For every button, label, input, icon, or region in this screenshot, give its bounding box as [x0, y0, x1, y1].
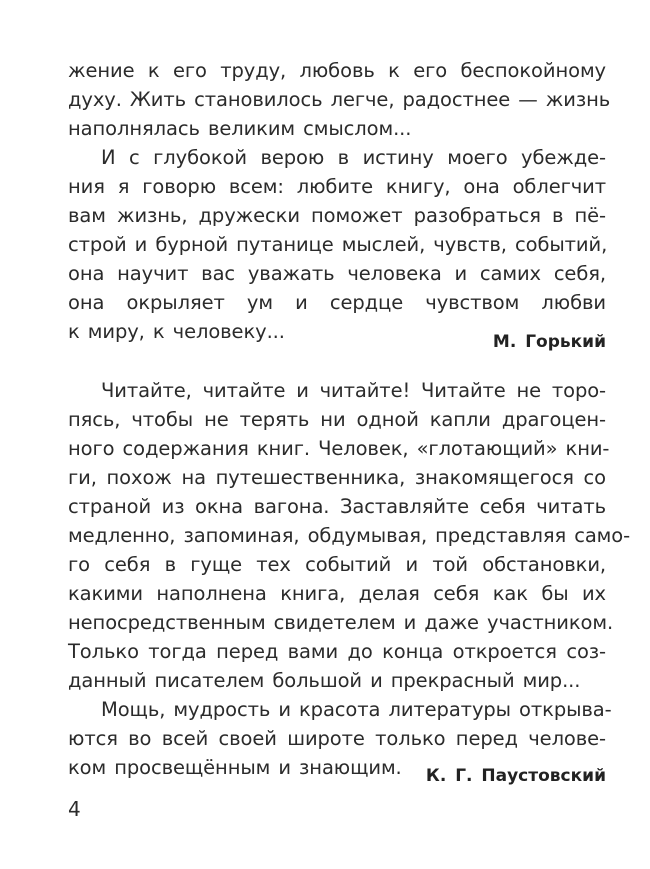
text-line: ком просвещённым и знающим. [68, 756, 402, 779]
text-line: духу. Жить становилось легче, радостнее — жизнь [68, 88, 611, 111]
author-signature-gorky: М. Горький [492, 332, 606, 352]
paragraph [68, 376, 631, 695]
text-line: Читайте, читайте и читайте! Читайте не торо- [101, 379, 606, 402]
text-line: пясь, чтобы не терять ни одной капли драгоцен- [68, 408, 606, 431]
text-line: наполнялась великим смыслом... [68, 117, 412, 140]
text-line: непосредственным свидетелем и даже участником. [68, 611, 614, 634]
text-line: страной из окна вагона. Заставляйте себя читать [68, 495, 606, 518]
text-line: вам жизнь, дружески поможет разобраться в пё- [68, 204, 606, 227]
gorky-quote [68, 56, 611, 346]
text-line: Только тогда перед вами до конца откроется соз- [68, 640, 606, 663]
paragraph [68, 143, 606, 346]
text-line: данный писателем большой и прекрасный мир... [68, 669, 581, 692]
author-signature-paustovsky: К. Г. Паустовский [425, 766, 606, 786]
text-line: она окрыляет ум и сердце чувством любви [68, 291, 606, 314]
text-line: ния я говорю всем: любите книгу, она облегчит [68, 175, 606, 198]
text-line: к миру, к человеку... [68, 320, 285, 343]
paustovsky-quote [68, 376, 631, 782]
text-line: медленно, запоминая, обдумывая, представляя само- [68, 524, 631, 547]
text-line: ются во всей своей широте только перед челове- [68, 727, 606, 750]
text-line: ги, похож на путешественника, знакомящегося со [68, 466, 606, 489]
text-line: какими наполнена книга, делая себя как бы их [68, 582, 606, 605]
text-line: жение к его труду, любовь к его беспокойному [68, 59, 606, 82]
text-line: строй и бурной путанице мыслей, чувств, событий, [68, 233, 608, 256]
paragraph [68, 56, 611, 143]
text-line: она научит вас уважать человека и самих себя, [68, 262, 606, 285]
page-number: 4 [68, 797, 81, 821]
text-line: го себя в гуще тех событий и той обстановки, [68, 553, 606, 576]
text-line: И с глубокой верою в истину моего убежде- [101, 146, 606, 169]
text-line: ного содержания книг. Человек, «глотающий» кни- [68, 437, 610, 460]
text-line: Мощь, мудрость и красота литературы открыва- [101, 698, 612, 721]
